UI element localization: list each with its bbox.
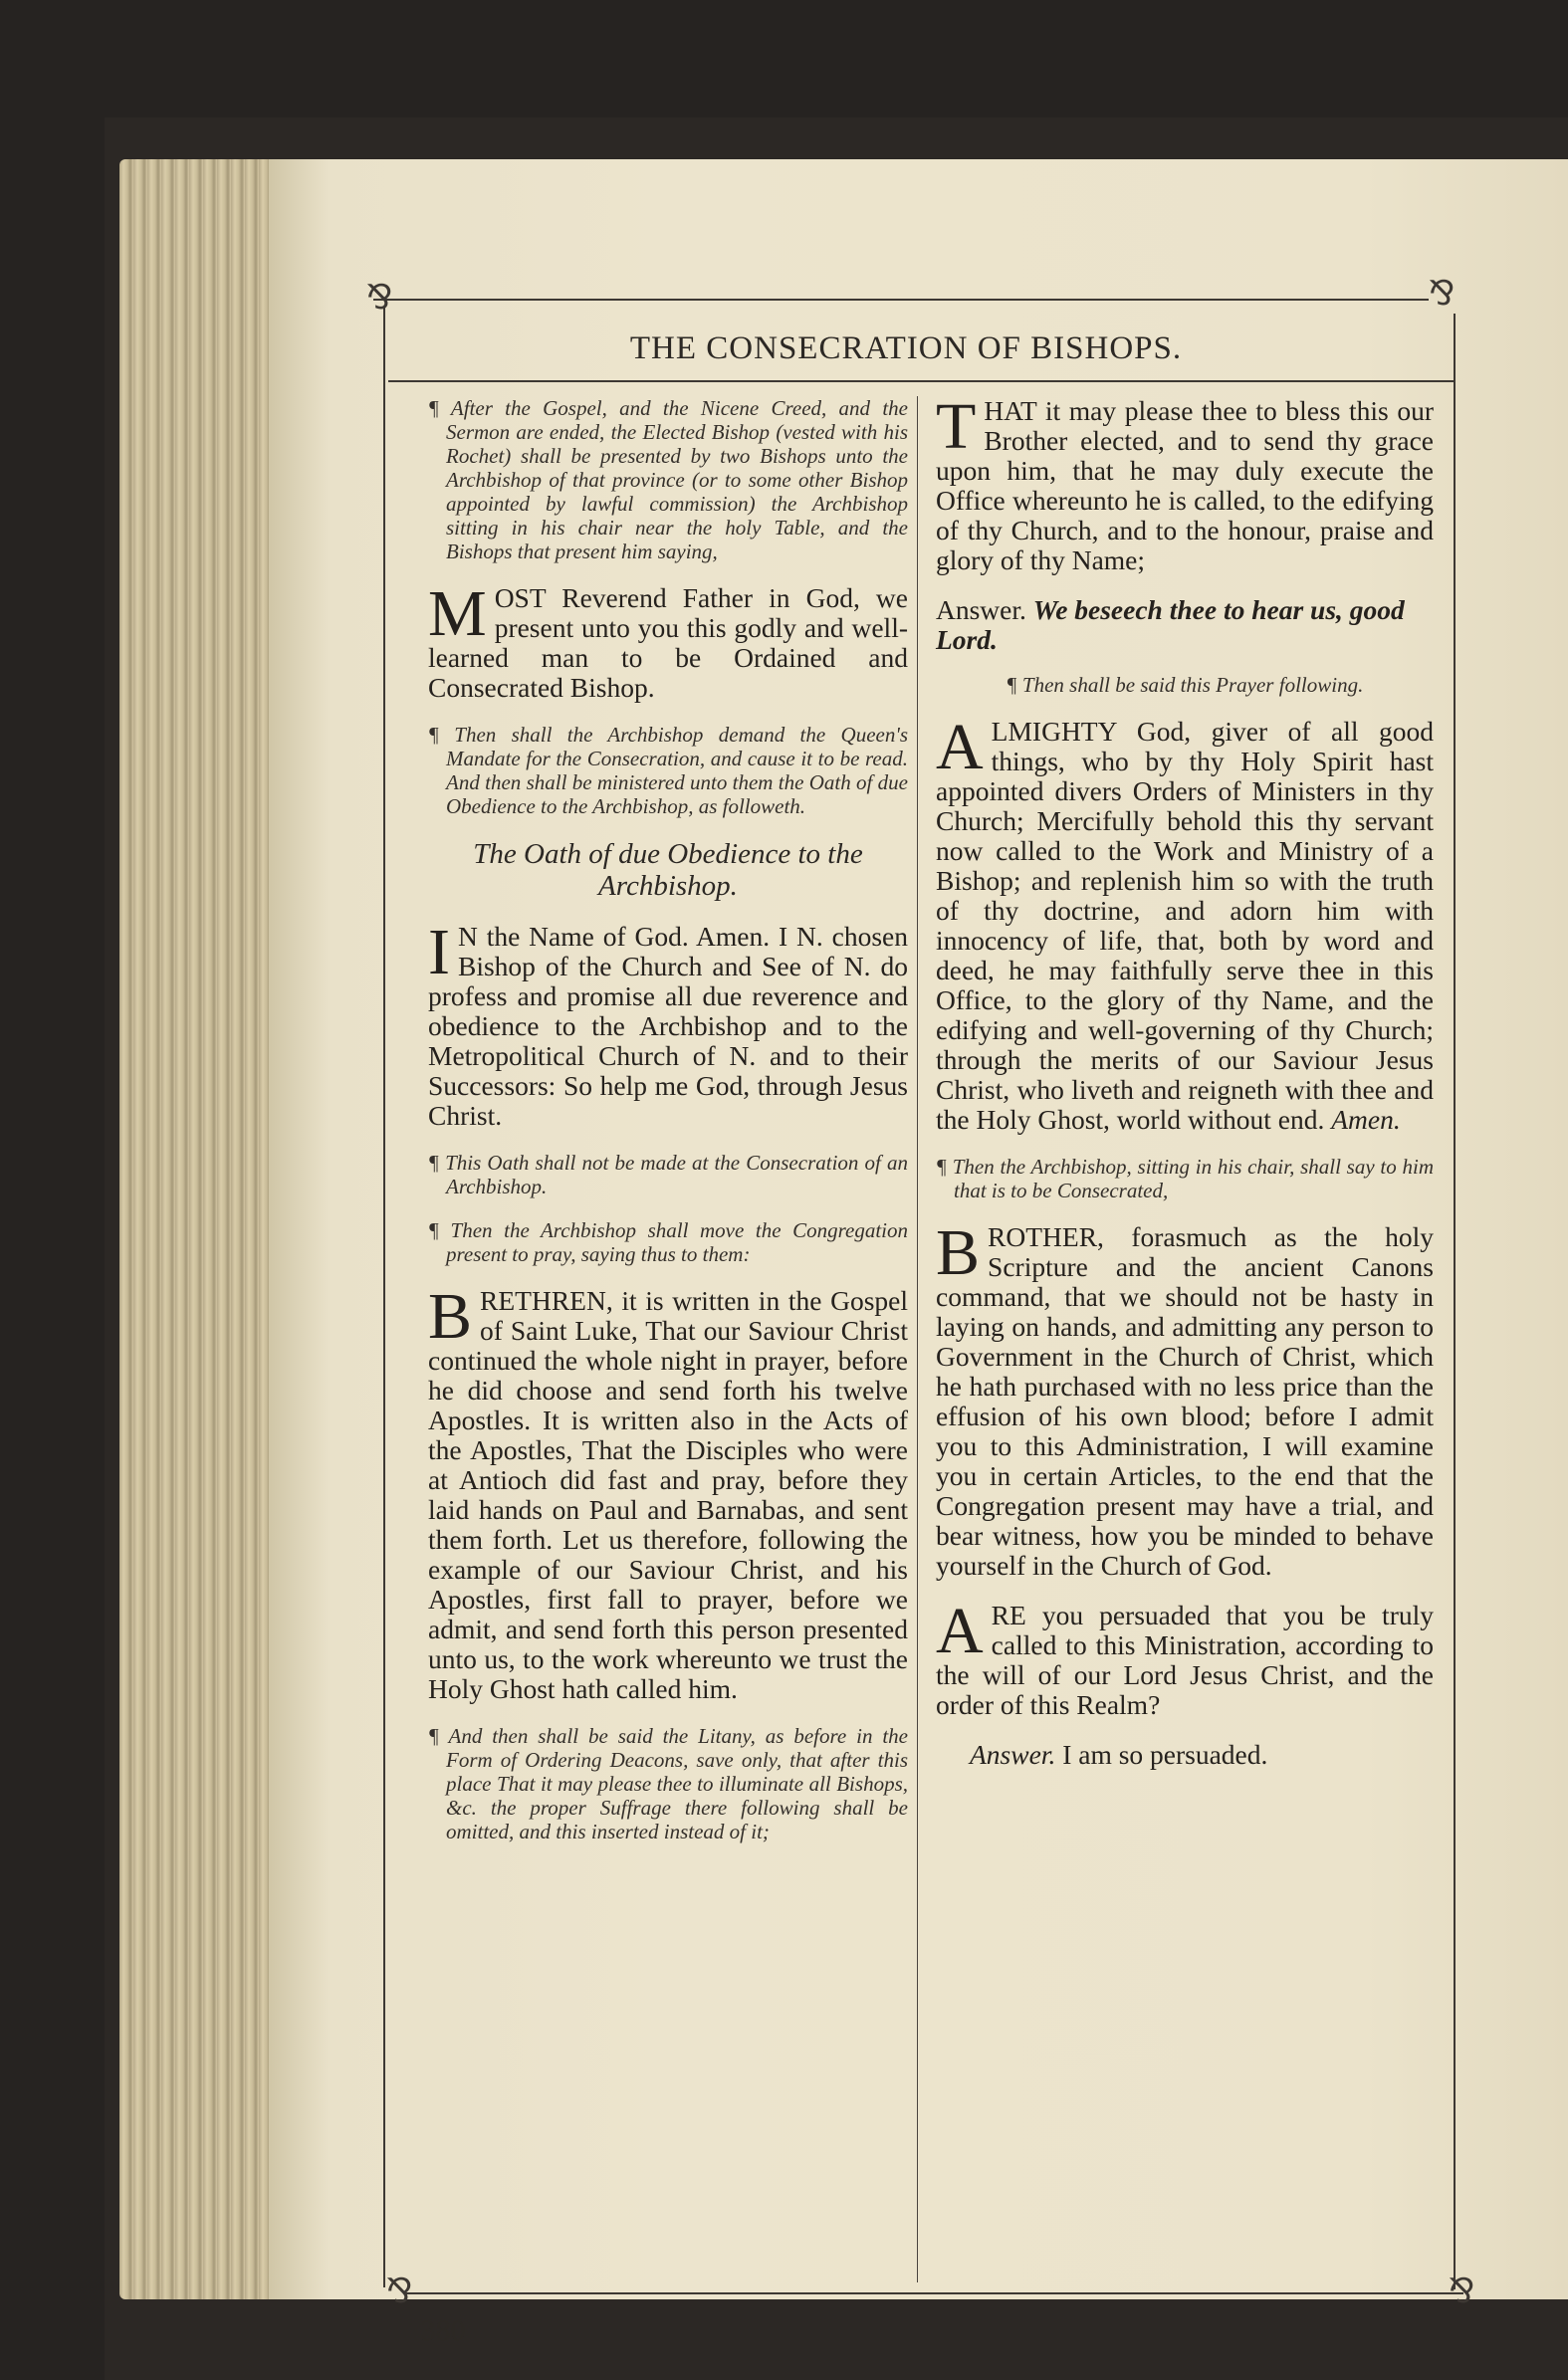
question-text: RE you persuaded that you be truly called to this Ministration, according to the will of our Lord Jesus Christ, and the order of this Realm? <box>936 1600 1434 1720</box>
running-head: THE CONSECRATION OF BISHOPS. <box>629 330 1183 366</box>
amen: Amen. <box>1331 1104 1401 1135</box>
oath-text: N the Name of God. Amen. I N. chosen Bishop of the Church and See of N. do profess and promise all due reverence and obedience to the Archbishop and to the Metropolitical Church of N. and to their Successors: So help me God, through Jesus Christ. <box>428 921 908 1131</box>
answer-response: We beseech thee to hear us, good Lord. <box>936 594 1405 655</box>
corner-ornament-top-left: ⅋ <box>366 278 393 318</box>
left-column <box>428 396 908 1863</box>
rubric-litany: ¶ And then shall be said the Litany, as before in the Form of Ordering Deacons, save only, that after this place That it may please thee to illuminate all Bishops, &c. the proper Suffrage there following shall be omitted, and this inserted instead of it; <box>428 1724 908 1843</box>
rubric-oath-note: ¶ This Oath shall not be made at the Consecration of an Archbishop. <box>428 1151 908 1198</box>
rubric-mandate: ¶ Then shall the Archbishop demand the Queen's Mandate for the Consecration, and cause it to be read. And then shall be ministered unto them the Oath of due Obedience to the Archbishop, as followeth. <box>428 723 908 818</box>
frame-top-rule <box>373 299 1429 301</box>
answer-label: Answer. <box>936 594 1026 625</box>
rubric-presentation: ¶ After the Gospel, and the Nicene Creed, and the Sermon are ended, the Elected Bishop (vested with his Rochet) shall be presented by two Bishops unto the Archbishop of that province (or to some other Bishop appointed by lawful commission) the Archbishop sitting in his chair near the holy Table, and the Bishops that present him saying, <box>428 396 908 563</box>
address-paragraph <box>936 1216 1434 1581</box>
suffrage-answer <box>936 595 1434 655</box>
drop-cap: B <box>936 1216 981 1289</box>
drop-cap: T <box>936 390 977 463</box>
corner-ornament-bottom-right: ⅋ <box>1449 2272 1475 2311</box>
drop-cap: A <box>936 1595 984 1667</box>
drop-cap: A <box>936 711 984 783</box>
book-page <box>269 159 1568 2347</box>
oath-title: The Oath of due Obedience to the Archbishop. <box>473 838 863 902</box>
drop-cap: B <box>428 1280 473 1353</box>
presentation-paragraph <box>428 577 908 703</box>
exhortation-text: RETHREN, it is written in the Gospel of Saint Luke, That our Saviour Christ continued the whole night in prayer, before he did choose and send forth his twelve Apostles. It is written also in the Acts of the Apostles, That the Disciples who were at Antioch did fast and pray, before they laid hands on Paul and Barnabas, and sent them forth. Let us therefore, following the example of our Saviour Christ, and his Apostles, first fall to prayer, before we admit, and send forth this person presented unto us, to the work whereunto we trust the Holy Ghost hath called him. <box>428 1285 908 1704</box>
drop-cap: M <box>428 577 487 650</box>
page-number: 380 <box>420 2314 466 2347</box>
prayer-paragraph <box>936 711 1434 1135</box>
suffrage-paragraph <box>936 390 1434 575</box>
exhortation-paragraph <box>428 1280 908 1704</box>
frame-left-rule <box>383 307 385 2287</box>
final-answer <box>936 1740 1434 1770</box>
column-divider <box>917 396 918 2282</box>
rubric-move-congregation: ¶ Then the Archbishop shall move the Congregation present to pray, saying thus to them: <box>428 1218 908 1266</box>
corner-ornament-top-right: ⅋ <box>1429 274 1456 314</box>
page-edges <box>119 159 279 2299</box>
answer-response: I am so persuaded. <box>1062 1739 1268 1770</box>
presentation-text: OST Reverend Father in God, we present unto you this godly and well-learned man to be Ordained and Consecrated Bishop. <box>428 582 908 703</box>
oath-paragraph <box>428 916 908 1131</box>
frame-bottom-rule <box>403 2292 1463 2294</box>
answer-label: Answer. <box>970 1739 1056 1770</box>
frame-right-rule <box>1454 314 1456 2289</box>
rubric-prayer: ¶ Then shall be said this Prayer following. <box>1006 673 1364 697</box>
address-text: ROTHER, forasmuch as the holy Scripture and the ancient Canons command, that we should not be hasty in laying on hands, and admitting any person to Government in the Church of Christ, which he hath purchased with no less price than the effusion of his own blood; before I admit you to this Administration, I will examine you in certain Articles, to the end that the Congregation present may have a trial, and bear witness, how you be minded to behave yourself in the Church of God. <box>936 1221 1434 1581</box>
drop-cap: I <box>428 916 450 988</box>
right-column <box>936 390 1434 1788</box>
prayer-text: LMIGHTY God, giver of all good things, who by thy Holy Spirit hast appointed divers Orders of Ministers in thy Church; Mercifully behold this thy servant now called to the Work and Ministry of a Bishop; and replenish him so with the truth of thy doctrine, and adorn him with innocency of life, that, both by word and deed, he may faithfully serve thee in this Office, to the glory of thy Name, and the edifying and well-governing of thy Church; through the merits of our Saviour Jesus Christ, who liveth and reigneth with thee and the Holy Ghost, world without end. <box>936 716 1434 1135</box>
running-head-rule <box>388 380 1454 382</box>
corner-ornament-bottom-left: ⅋ <box>386 2272 413 2311</box>
question-paragraph <box>936 1595 1434 1720</box>
rubric-archbishop-address: ¶ Then the Archbishop, sitting in his chair, shall say to him that is to be Consecrated, <box>936 1155 1434 1202</box>
suffrage-text: HAT it may please thee to bless this our Brother elected, and to send thy grace upon him, that he may duly execute the Office whereunto he is called, to the edifying of thy Church, and to the honour, praise and glory of thy Name; <box>936 395 1434 575</box>
